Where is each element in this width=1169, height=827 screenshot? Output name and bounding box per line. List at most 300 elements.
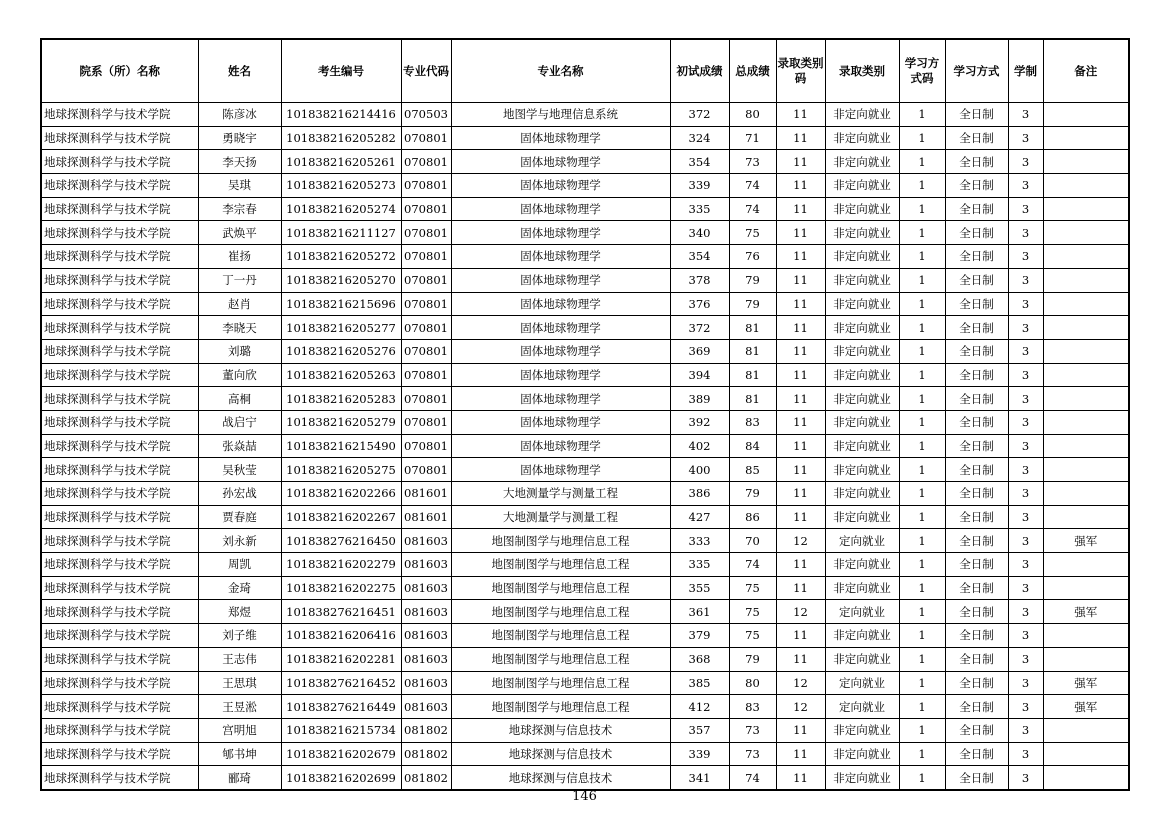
remark-cell: 强军 — [1043, 671, 1129, 695]
major-code-cell: 081802 — [401, 718, 451, 742]
initial-score-cell: 333 — [670, 529, 729, 553]
major-name-cell: 地图制图学与地理信息工程 — [451, 647, 670, 671]
exam-id-cell: 101838216205279 — [281, 410, 401, 434]
major-code-cell: 081603 — [401, 576, 451, 600]
name-cell: 宫明旭 — [198, 718, 281, 742]
department-cell: 地球探测科学与技术学院 — [41, 363, 198, 387]
table-row — [41, 197, 1129, 221]
duration-cell: 3 — [1008, 718, 1043, 742]
duration-cell: 3 — [1008, 600, 1043, 624]
initial-score-cell: 386 — [670, 482, 729, 506]
initial-score-cell: 339 — [670, 174, 729, 198]
admission-type-cell: 定向就业 — [825, 671, 899, 695]
study-mode-cell: 全日制 — [945, 410, 1008, 434]
study-mode-code-cell: 1 — [899, 576, 945, 600]
table-row — [41, 410, 1129, 434]
table-row — [41, 766, 1129, 790]
study-mode-code-cell: 1 — [899, 387, 945, 411]
major-name-cell: 固体地球物理学 — [451, 150, 670, 174]
initial-score-cell: 341 — [670, 766, 729, 790]
table-row — [41, 624, 1129, 648]
major-code-cell: 070801 — [401, 339, 451, 363]
admission-type-code-cell: 11 — [776, 458, 825, 482]
major-code-cell: 081603 — [401, 553, 451, 577]
major-name-cell: 地图制图学与地理信息工程 — [451, 695, 670, 719]
duration-cell: 3 — [1008, 458, 1043, 482]
initial-score-cell: 354 — [670, 150, 729, 174]
major-code-cell: 070801 — [401, 197, 451, 221]
exam-id-cell: 101838216205275 — [281, 458, 401, 482]
major-code-cell: 081603 — [401, 624, 451, 648]
remark-cell — [1043, 292, 1129, 316]
admission-type-cell: 定向就业 — [825, 695, 899, 719]
remark-cell — [1043, 197, 1129, 221]
duration-cell: 3 — [1008, 647, 1043, 671]
table-row — [41, 671, 1129, 695]
total-score-cell: 80 — [729, 103, 776, 127]
study-mode-cell: 全日制 — [945, 766, 1008, 790]
study-mode-code-cell: 1 — [899, 695, 945, 719]
exam-id-cell: 101838216206416 — [281, 624, 401, 648]
exam-id-cell: 101838216205270 — [281, 268, 401, 292]
admission-type-code-cell: 12 — [776, 600, 825, 624]
name-cell: 战启宁 — [198, 410, 281, 434]
exam-id-cell: 101838216205277 — [281, 316, 401, 340]
major-code-cell: 070801 — [401, 292, 451, 316]
study-mode-code-cell: 1 — [899, 103, 945, 127]
admission-type-cell: 非定向就业 — [825, 387, 899, 411]
department-cell: 地球探测科学与技术学院 — [41, 742, 198, 766]
major-code-cell: 081603 — [401, 600, 451, 624]
duration-cell: 3 — [1008, 695, 1043, 719]
study-mode-code-cell: 1 — [899, 482, 945, 506]
admission-type-cell: 非定向就业 — [825, 482, 899, 506]
duration-cell: 3 — [1008, 766, 1043, 790]
exam-id-cell: 101838276216449 — [281, 695, 401, 719]
study-mode-code-cell: 1 — [899, 197, 945, 221]
study-mode-cell: 全日制 — [945, 126, 1008, 150]
major-name-cell: 固体地球物理学 — [451, 174, 670, 198]
study-mode-cell: 全日制 — [945, 197, 1008, 221]
admission-type-cell: 非定向就业 — [825, 576, 899, 600]
major-name-cell: 地图制图学与地理信息工程 — [451, 600, 670, 624]
duration-cell: 3 — [1008, 363, 1043, 387]
remark-cell — [1043, 482, 1129, 506]
study-mode-cell: 全日制 — [945, 268, 1008, 292]
exam-id-cell: 101838276216450 — [281, 529, 401, 553]
initial-score-cell: 372 — [670, 316, 729, 340]
initial-score-cell: 412 — [670, 695, 729, 719]
major-code-cell: 070503 — [401, 103, 451, 127]
exam-id-cell: 101838216202279 — [281, 553, 401, 577]
initial-score-cell: 339 — [670, 742, 729, 766]
study-mode-code-cell: 1 — [899, 742, 945, 766]
total-score-cell: 71 — [729, 126, 776, 150]
table-row — [41, 434, 1129, 458]
table-row — [41, 103, 1129, 127]
department-cell: 地球探测科学与技术学院 — [41, 695, 198, 719]
remark-cell: 强军 — [1043, 600, 1129, 624]
duration-cell: 3 — [1008, 410, 1043, 434]
study-mode-cell: 全日制 — [945, 529, 1008, 553]
exam-id-cell: 101838276216452 — [281, 671, 401, 695]
page-number: 146 — [572, 789, 597, 804]
department-cell: 地球探测科学与技术学院 — [41, 458, 198, 482]
department-cell: 地球探测科学与技术学院 — [41, 292, 198, 316]
major-name-cell: 地图制图学与地理信息工程 — [451, 671, 670, 695]
initial-score-cell: 369 — [670, 339, 729, 363]
major-code-cell: 081603 — [401, 529, 451, 553]
table-row — [41, 174, 1129, 198]
department-cell: 地球探测科学与技术学院 — [41, 434, 198, 458]
admission-type-code-cell: 11 — [776, 363, 825, 387]
total-score-cell: 83 — [729, 695, 776, 719]
total-score-cell: 74 — [729, 174, 776, 198]
major-code-cell: 081802 — [401, 766, 451, 790]
table-row — [41, 316, 1129, 340]
duration-cell: 3 — [1008, 387, 1043, 411]
major-name-cell: 地图制图学与地理信息工程 — [451, 553, 670, 577]
major-name-cell: 地图制图学与地理信息工程 — [451, 624, 670, 648]
table-row — [41, 553, 1129, 577]
department-cell: 地球探测科学与技术学院 — [41, 671, 198, 695]
major-name-cell: 地图制图学与地理信息工程 — [451, 529, 670, 553]
admission-type-cell: 非定向就业 — [825, 458, 899, 482]
name-cell: 吴琪 — [198, 174, 281, 198]
header-cell: 备注 — [1043, 39, 1129, 103]
major-name-cell: 固体地球物理学 — [451, 434, 670, 458]
major-name-cell: 大地测量学与测量工程 — [451, 505, 670, 529]
total-score-cell: 79 — [729, 482, 776, 506]
header-cell: 学习方式 — [945, 39, 1008, 103]
table-row — [41, 339, 1129, 363]
initial-score-cell: 392 — [670, 410, 729, 434]
admission-type-code-cell: 11 — [776, 221, 825, 245]
admission-type-code-cell: 11 — [776, 316, 825, 340]
duration-cell: 3 — [1008, 150, 1043, 174]
exam-id-cell: 101838216205276 — [281, 339, 401, 363]
major-code-cell: 070801 — [401, 316, 451, 340]
major-name-cell: 地图制图学与地理信息工程 — [451, 576, 670, 600]
major-code-cell: 070801 — [401, 458, 451, 482]
header-cell: 姓名 — [198, 39, 281, 103]
duration-cell: 3 — [1008, 553, 1043, 577]
total-score-cell: 81 — [729, 339, 776, 363]
duration-cell: 3 — [1008, 103, 1043, 127]
remark-cell — [1043, 766, 1129, 790]
table-row — [41, 458, 1129, 482]
initial-score-cell: 355 — [670, 576, 729, 600]
initial-score-cell: 372 — [670, 103, 729, 127]
study-mode-cell: 全日制 — [945, 103, 1008, 127]
admission-type-code-cell: 11 — [776, 482, 825, 506]
study-mode-cell: 全日制 — [945, 363, 1008, 387]
remark-cell — [1043, 245, 1129, 269]
study-mode-cell: 全日制 — [945, 576, 1008, 600]
study-mode-code-cell: 1 — [899, 505, 945, 529]
department-cell: 地球探测科学与技术学院 — [41, 197, 198, 221]
admission-type-code-cell: 11 — [776, 742, 825, 766]
admission-table — [40, 38, 1130, 791]
name-cell: 刘璐 — [198, 339, 281, 363]
major-name-cell: 地图学与地理信息系统 — [451, 103, 670, 127]
admission-type-code-cell: 11 — [776, 576, 825, 600]
remark-cell — [1043, 718, 1129, 742]
duration-cell: 3 — [1008, 245, 1043, 269]
admission-type-cell: 非定向就业 — [825, 197, 899, 221]
total-score-cell: 84 — [729, 434, 776, 458]
total-score-cell: 74 — [729, 766, 776, 790]
department-cell: 地球探测科学与技术学院 — [41, 553, 198, 577]
exam-id-cell: 101838216214416 — [281, 103, 401, 127]
exam-id-cell: 101838216215696 — [281, 292, 401, 316]
initial-score-cell: 340 — [670, 221, 729, 245]
table-row — [41, 363, 1129, 387]
remark-cell — [1043, 647, 1129, 671]
total-score-cell: 86 — [729, 505, 776, 529]
admission-type-cell: 非定向就业 — [825, 150, 899, 174]
admission-type-code-cell: 11 — [776, 150, 825, 174]
study-mode-cell: 全日制 — [945, 292, 1008, 316]
remark-cell — [1043, 221, 1129, 245]
admission-type-code-cell: 11 — [776, 553, 825, 577]
major-code-cell: 070801 — [401, 221, 451, 245]
remark-cell — [1043, 126, 1129, 150]
table-row — [41, 647, 1129, 671]
remark-cell — [1043, 410, 1129, 434]
major-name-cell: 固体地球物理学 — [451, 458, 670, 482]
name-cell: 勇晓宇 — [198, 126, 281, 150]
remark-cell — [1043, 363, 1129, 387]
study-mode-cell: 全日制 — [945, 482, 1008, 506]
initial-score-cell: 385 — [670, 671, 729, 695]
admission-type-cell: 非定向就业 — [825, 410, 899, 434]
duration-cell: 3 — [1008, 268, 1043, 292]
study-mode-code-cell: 1 — [899, 245, 945, 269]
department-cell: 地球探测科学与技术学院 — [41, 245, 198, 269]
exam-id-cell: 101838216215734 — [281, 718, 401, 742]
department-cell: 地球探测科学与技术学院 — [41, 624, 198, 648]
exam-id-cell: 101838216205272 — [281, 245, 401, 269]
table-row — [41, 245, 1129, 269]
total-score-cell: 83 — [729, 410, 776, 434]
department-cell: 地球探测科学与技术学院 — [41, 600, 198, 624]
remark-cell — [1043, 576, 1129, 600]
remark-cell — [1043, 268, 1129, 292]
department-cell: 地球探测科学与技术学院 — [41, 103, 198, 127]
initial-score-cell: 378 — [670, 268, 729, 292]
duration-cell: 3 — [1008, 529, 1043, 553]
initial-score-cell: 376 — [670, 292, 729, 316]
name-cell: 张焱喆 — [198, 434, 281, 458]
admission-type-code-cell: 11 — [776, 624, 825, 648]
remark-cell — [1043, 316, 1129, 340]
admission-type-cell: 非定向就业 — [825, 718, 899, 742]
remark-cell — [1043, 434, 1129, 458]
name-cell: 李宗春 — [198, 197, 281, 221]
department-cell: 地球探测科学与技术学院 — [41, 150, 198, 174]
admission-type-cell: 非定向就业 — [825, 245, 899, 269]
study-mode-code-cell: 1 — [899, 434, 945, 458]
major-name-cell: 固体地球物理学 — [451, 316, 670, 340]
initial-score-cell: 402 — [670, 434, 729, 458]
total-score-cell: 73 — [729, 150, 776, 174]
study-mode-code-cell: 1 — [899, 150, 945, 174]
major-name-cell: 固体地球物理学 — [451, 292, 670, 316]
header-cell: 学习方式码 — [899, 39, 945, 103]
name-cell: 金琦 — [198, 576, 281, 600]
department-cell: 地球探测科学与技术学院 — [41, 766, 198, 790]
major-name-cell: 地球探测与信息技术 — [451, 718, 670, 742]
total-score-cell: 81 — [729, 363, 776, 387]
duration-cell: 3 — [1008, 434, 1043, 458]
header-cell: 专业代码 — [401, 39, 451, 103]
admission-type-code-cell: 11 — [776, 292, 825, 316]
department-cell: 地球探测科学与技术学院 — [41, 174, 198, 198]
study-mode-code-cell: 1 — [899, 363, 945, 387]
study-mode-cell: 全日制 — [945, 624, 1008, 648]
study-mode-code-cell: 1 — [899, 126, 945, 150]
remark-cell — [1043, 387, 1129, 411]
exam-id-cell: 101838216202275 — [281, 576, 401, 600]
total-score-cell: 81 — [729, 387, 776, 411]
study-mode-cell: 全日制 — [945, 695, 1008, 719]
name-cell: 郑煜 — [198, 600, 281, 624]
admission-type-cell: 定向就业 — [825, 529, 899, 553]
major-code-cell: 070801 — [401, 410, 451, 434]
duration-cell: 3 — [1008, 339, 1043, 363]
study-mode-code-cell: 1 — [899, 624, 945, 648]
admission-type-cell: 非定向就业 — [825, 647, 899, 671]
major-code-cell: 070801 — [401, 174, 451, 198]
exam-id-cell: 101838216202281 — [281, 647, 401, 671]
major-code-cell: 081603 — [401, 695, 451, 719]
header-row — [41, 39, 1129, 103]
study-mode-code-cell: 1 — [899, 316, 945, 340]
total-score-cell: 75 — [729, 576, 776, 600]
duration-cell: 3 — [1008, 482, 1043, 506]
table-row — [41, 576, 1129, 600]
department-cell: 地球探测科学与技术学院 — [41, 718, 198, 742]
admission-type-cell: 非定向就业 — [825, 766, 899, 790]
table-body — [41, 103, 1129, 790]
exam-id-cell: 101838216205282 — [281, 126, 401, 150]
total-score-cell: 75 — [729, 624, 776, 648]
admission-type-cell: 非定向就业 — [825, 624, 899, 648]
study-mode-code-cell: 1 — [899, 529, 945, 553]
total-score-cell: 75 — [729, 221, 776, 245]
duration-cell: 3 — [1008, 292, 1043, 316]
exam-id-cell: 101838216202266 — [281, 482, 401, 506]
admission-type-cell: 非定向就业 — [825, 742, 899, 766]
duration-cell: 3 — [1008, 221, 1043, 245]
major-code-cell: 070801 — [401, 434, 451, 458]
admission-list-sheet — [40, 38, 1128, 791]
major-code-cell: 070801 — [401, 387, 451, 411]
major-name-cell: 固体地球物理学 — [451, 339, 670, 363]
name-cell: 周凯 — [198, 553, 281, 577]
exam-id-cell: 101838216205263 — [281, 363, 401, 387]
major-code-cell: 081601 — [401, 505, 451, 529]
header-cell: 考生编号 — [281, 39, 401, 103]
name-cell: 孙宏战 — [198, 482, 281, 506]
admission-type-code-cell: 11 — [776, 126, 825, 150]
header-cell: 院系（所）名称 — [41, 39, 198, 103]
admission-type-code-cell: 11 — [776, 339, 825, 363]
duration-cell: 3 — [1008, 197, 1043, 221]
remark-cell — [1043, 150, 1129, 174]
major-name-cell: 固体地球物理学 — [451, 126, 670, 150]
major-name-cell: 固体地球物理学 — [451, 410, 670, 434]
admission-type-cell: 非定向就业 — [825, 221, 899, 245]
department-cell: 地球探测科学与技术学院 — [41, 268, 198, 292]
admission-type-cell: 非定向就业 — [825, 316, 899, 340]
exam-id-cell: 101838216202267 — [281, 505, 401, 529]
admission-type-cell: 非定向就业 — [825, 434, 899, 458]
total-score-cell: 73 — [729, 718, 776, 742]
remark-cell — [1043, 339, 1129, 363]
initial-score-cell: 335 — [670, 197, 729, 221]
total-score-cell: 70 — [729, 529, 776, 553]
study-mode-code-cell: 1 — [899, 718, 945, 742]
remark-cell — [1043, 505, 1129, 529]
admission-type-code-cell: 11 — [776, 766, 825, 790]
major-code-cell: 070801 — [401, 245, 451, 269]
total-score-cell: 85 — [729, 458, 776, 482]
study-mode-code-cell: 1 — [899, 268, 945, 292]
table-row — [41, 150, 1129, 174]
department-cell: 地球探测科学与技术学院 — [41, 647, 198, 671]
duration-cell: 3 — [1008, 671, 1043, 695]
remark-cell — [1043, 624, 1129, 648]
department-cell: 地球探测科学与技术学院 — [41, 126, 198, 150]
study-mode-cell: 全日制 — [945, 316, 1008, 340]
admission-type-code-cell: 11 — [776, 387, 825, 411]
study-mode-code-cell: 1 — [899, 671, 945, 695]
study-mode-cell: 全日制 — [945, 434, 1008, 458]
study-mode-cell: 全日制 — [945, 600, 1008, 624]
study-mode-code-cell: 1 — [899, 410, 945, 434]
study-mode-cell: 全日制 — [945, 742, 1008, 766]
major-code-cell: 070801 — [401, 268, 451, 292]
name-cell: 李天扬 — [198, 150, 281, 174]
exam-id-cell: 101838216205274 — [281, 197, 401, 221]
exam-id-cell: 101838216205261 — [281, 150, 401, 174]
study-mode-cell: 全日制 — [945, 245, 1008, 269]
table-row — [41, 529, 1129, 553]
duration-cell: 3 — [1008, 624, 1043, 648]
study-mode-cell: 全日制 — [945, 174, 1008, 198]
admission-type-code-cell: 11 — [776, 197, 825, 221]
admission-type-cell: 定向就业 — [825, 600, 899, 624]
admission-type-cell: 非定向就业 — [825, 174, 899, 198]
duration-cell: 3 — [1008, 576, 1043, 600]
admission-type-cell: 非定向就业 — [825, 553, 899, 577]
study-mode-code-cell: 1 — [899, 221, 945, 245]
table-row — [41, 268, 1129, 292]
admission-type-code-cell: 11 — [776, 174, 825, 198]
exam-id-cell: 101838216205273 — [281, 174, 401, 198]
remark-cell — [1043, 103, 1129, 127]
initial-score-cell: 394 — [670, 363, 729, 387]
study-mode-code-cell: 1 — [899, 174, 945, 198]
table-row — [41, 482, 1129, 506]
remark-cell: 强军 — [1043, 695, 1129, 719]
table-row — [41, 292, 1129, 316]
admission-type-code-cell: 11 — [776, 268, 825, 292]
table-row — [41, 387, 1129, 411]
exam-id-cell: 101838216205283 — [281, 387, 401, 411]
